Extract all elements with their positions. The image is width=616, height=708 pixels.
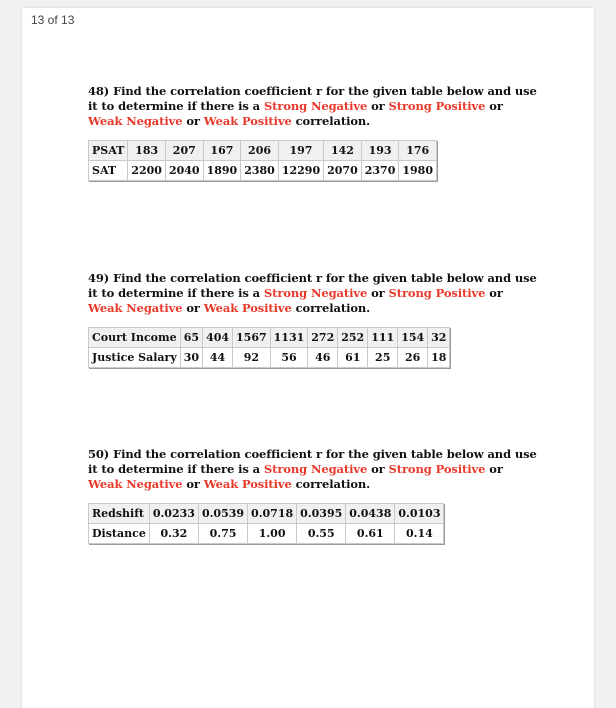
table-row <box>89 348 450 368</box>
table-cell: 0.32 <box>149 524 198 544</box>
table-cell: 2370 <box>361 161 399 181</box>
table-row <box>89 504 444 524</box>
row-label: SAT <box>89 161 128 181</box>
data-table <box>88 327 450 368</box>
table-cell: 2040 <box>165 161 203 181</box>
option-weak-positive: Weak Positive <box>203 114 292 128</box>
table-cell: 2200 <box>128 161 166 181</box>
table-cell: 1131 <box>270 328 308 348</box>
option-strong-negative: Strong Negative <box>263 286 368 300</box>
table-cell: 18 <box>428 348 450 368</box>
table-cell: 56 <box>270 348 308 368</box>
question-text: 49) Find the correlation coefficient r for the given table below and use it to determine if there is a Strong Negative or Strong Positive or Weak Negative or Weak Positive correlation. <box>88 271 537 315</box>
question-50 <box>88 447 538 544</box>
table-cell: 1567 <box>233 328 271 348</box>
row-label: Redshift <box>89 504 150 524</box>
question-text: 48) Find the correlation coefficient r for the given table below and use it to determine if there is a Strong Negative or Strong Positive or Weak Negative or Weak Positive correlation. <box>88 84 537 128</box>
table-cell: 252 <box>338 328 368 348</box>
table-cell: 272 <box>308 328 338 348</box>
table-cell: 0.0539 <box>198 504 247 524</box>
table-cell: 25 <box>368 348 398 368</box>
data-table <box>88 140 437 181</box>
option-weak-negative: Weak Negative <box>88 114 183 128</box>
question-text: 50) Find the correlation coefficient r for the given table below and use it to determine if there is a Strong Negative or Strong Positive or Weak Negative or Weak Positive correlation. <box>88 447 537 491</box>
table-cell: 46 <box>308 348 338 368</box>
table-cell: 30 <box>180 348 202 368</box>
table-cell: 176 <box>399 141 437 161</box>
option-strong-negative: Strong Negative <box>263 99 368 113</box>
option-weak-positive: Weak Positive <box>203 301 292 315</box>
table-cell: 154 <box>398 328 428 348</box>
table-cell: 1.00 <box>248 524 297 544</box>
row-label: Justice Salary <box>89 348 181 368</box>
table-cell: 92 <box>233 348 271 368</box>
table-cell: 206 <box>241 141 279 161</box>
table-cell: 0.0438 <box>346 504 395 524</box>
table-cell: 142 <box>324 141 362 161</box>
table-cell: 404 <box>203 328 233 348</box>
table-row <box>89 328 450 348</box>
table-cell: 0.14 <box>395 524 444 544</box>
table-cell: 1890 <box>203 161 241 181</box>
table-cell: 0.0395 <box>297 504 346 524</box>
table-cell: 207 <box>165 141 203 161</box>
table-cell: 0.0718 <box>248 504 297 524</box>
table-cell: 12290 <box>278 161 323 181</box>
table-cell: 65 <box>180 328 202 348</box>
option-weak-negative: Weak Negative <box>88 477 183 491</box>
table-cell: 197 <box>278 141 323 161</box>
table-cell: 32 <box>428 328 450 348</box>
option-weak-negative: Weak Negative <box>88 301 183 315</box>
page-indicator: 13 of 13 <box>22 10 83 30</box>
table-cell: 0.75 <box>198 524 247 544</box>
option-strong-positive: Strong Positive <box>388 99 486 113</box>
table-cell: 61 <box>338 348 368 368</box>
question-48 <box>88 84 538 181</box>
option-strong-positive: Strong Positive <box>388 462 486 476</box>
row-label: Court Income <box>89 328 181 348</box>
table-cell: 44 <box>203 348 233 368</box>
table-cell: 2380 <box>241 161 279 181</box>
data-table <box>88 503 444 544</box>
row-label: Distance <box>89 524 150 544</box>
table-row <box>89 141 437 161</box>
table-cell: 183 <box>128 141 166 161</box>
option-strong-negative: Strong Negative <box>263 462 368 476</box>
table-cell: 0.0233 <box>149 504 198 524</box>
option-weak-positive: Weak Positive <box>203 477 292 491</box>
table-cell: 193 <box>361 141 399 161</box>
table-row <box>89 524 444 544</box>
table-cell: 26 <box>398 348 428 368</box>
table-cell: 2070 <box>324 161 362 181</box>
table-row <box>89 161 437 181</box>
table-cell: 167 <box>203 141 241 161</box>
table-cell: 0.55 <box>297 524 346 544</box>
table-cell: 0.0103 <box>395 504 444 524</box>
table-cell: 0.61 <box>346 524 395 544</box>
question-49 <box>88 271 538 368</box>
table-cell: 111 <box>368 328 398 348</box>
option-strong-positive: Strong Positive <box>388 286 486 300</box>
row-label: PSAT <box>89 141 128 161</box>
table-cell: 1980 <box>399 161 437 181</box>
